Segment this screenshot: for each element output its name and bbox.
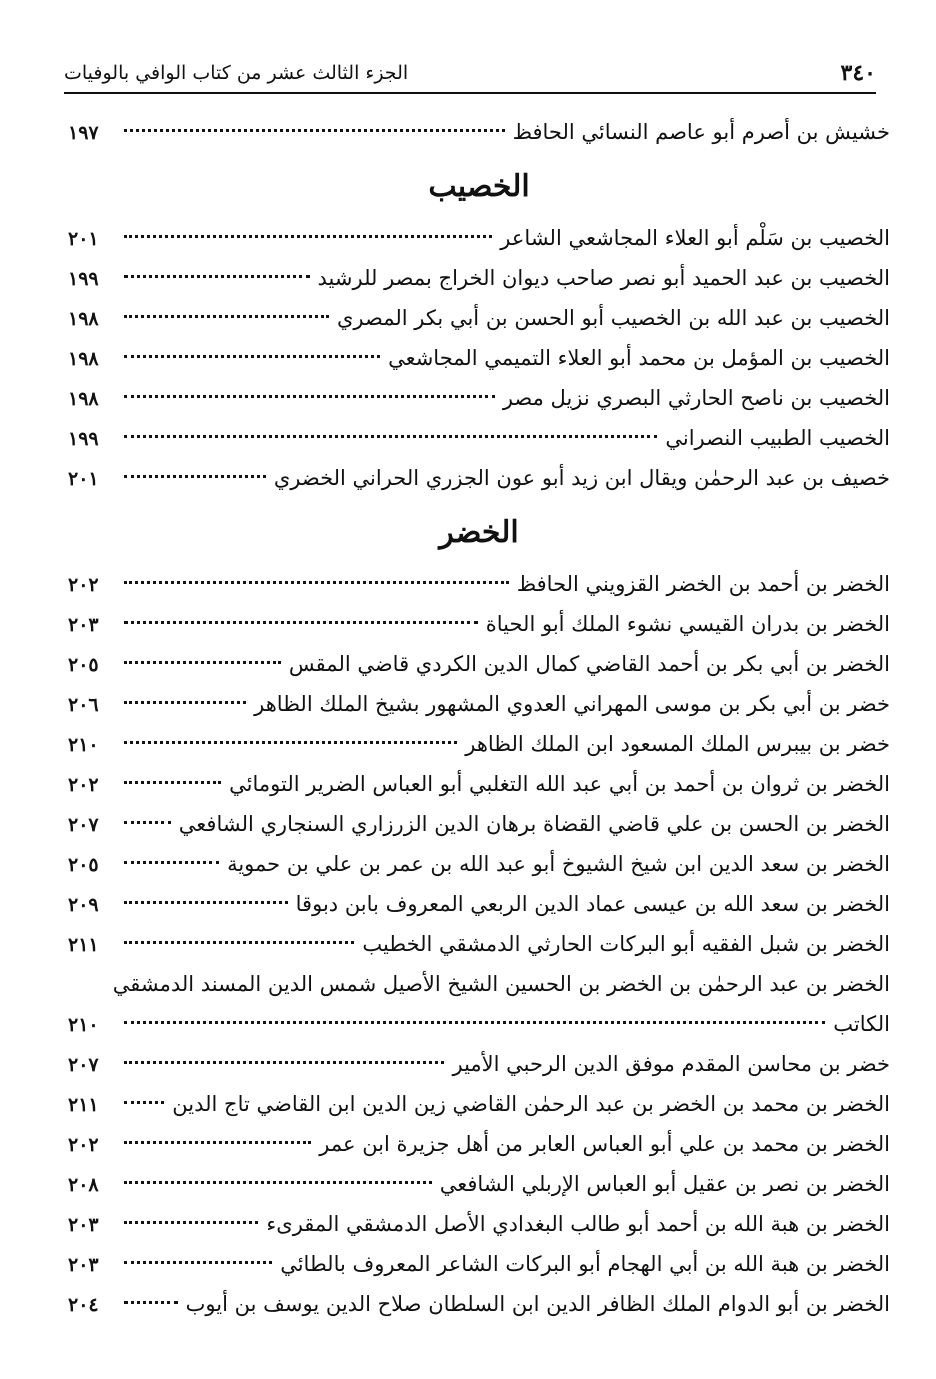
entry-name: خضر بن محاسن المقدم موفق الدين الرحبي الأمير [452,1052,890,1076]
entry-name: الخضر بن شبل الفقيه أبو البركات الحارثي الدمشقي الخطيب [362,932,890,956]
index-entry [68,1284,890,1324]
entry-page: ٢٠١ [68,468,99,490]
entry-name: خشيش بن أصرم أبو عاصم النسائي الحافظ [512,120,890,144]
dot-leader [124,275,310,278]
dot-leader [124,1101,164,1104]
entry-page: ١٩٩ [68,428,99,450]
entry-page: ٢٠٣ [68,614,99,636]
page-number: ٣٤٠ [840,60,876,86]
index-entry [68,924,890,964]
entry-page: ٢١١ [68,934,99,956]
dot-leader [124,781,221,784]
index-entry [68,644,890,684]
index-body [68,112,890,1324]
index-entry [68,1124,890,1164]
dot-leader [124,1021,825,1024]
section-heading: الخضر [439,515,519,550]
entry-page: ٢٠١ [68,228,99,250]
entry-name: الخضر بن بدران القيسي نشوء الملك أبو الحياة [485,612,890,636]
entry-name: خصيف بن عبد الرحمٰن ويقال ابن زيد أبو عون الجزري الحراني الخضري [273,466,890,490]
index-entry [68,458,890,498]
entry-name-line1: الخضر بن عبد الرحمٰن بن الخضر بن الحسين الشيخ الأصيل شمس الدين المسند الدمشقي [112,972,890,996]
entry-name: الخضر بن أبو الدوام الملك الظافر الدين ابن السلطان صلاح الدين يوسف بن أيوب [185,1292,890,1316]
dot-leader [124,435,657,438]
index-entry [68,378,890,418]
index-entry [68,604,890,644]
entry-page: ٢٠٧ [68,814,99,836]
index-entry [68,418,890,458]
entry-page: ١٩٧ [68,122,99,144]
dot-leader [124,1261,272,1264]
index-entry [68,258,890,298]
dot-leader [124,315,329,318]
index-entry [68,1244,890,1284]
index-entry [68,1084,890,1124]
entry-page: ٢٠٢ [68,774,99,796]
book-title: الجزء الثالث عشر من كتاب الوافي بالوفيات [64,62,409,84]
entry-page: ٢٠٨ [68,1174,99,1196]
entry-page: ١٩٨ [68,348,99,370]
entry-name: الخصيب بن سَلْم أبو العلاء المجاشعي الشاعر [500,226,890,250]
entry-page: ٢١٠ [68,734,99,756]
entry-page: ٢٠٧ [68,1054,99,1076]
section-heading: الخصيب [428,169,530,204]
dot-leader [124,741,457,744]
entry-name: الخضر بن سعد الله بن عيسى عماد الدين الربعي المعروف بابن دبوقا [295,892,890,916]
index-entry [68,724,890,764]
dot-leader [124,661,281,664]
index-entry [68,1164,890,1204]
dot-leader [124,355,380,358]
index-entry [68,764,890,804]
entry-name: خضر بن أبي بكر بن موسى المهراني العدوي المشهور بشيخ الملك الظاهر [254,692,890,716]
dot-leader [124,129,505,132]
dot-leader [124,1061,444,1064]
entry-page: ٢٠٣ [68,1214,99,1236]
index-entry [68,298,890,338]
entry-page: ٢٠٦ [68,694,99,716]
dot-leader [124,1301,178,1304]
dot-leader [124,475,266,478]
entry-name: الخضر بن محمد بن الخضر بن عبد الرحمٰن القاضي زين الدين ابن القاضي تاج الدين [172,1092,890,1116]
entry-name: الخضر بن الحسن بن علي قاضي القضاة برهان الدين الزرزاري السنجاري الشافعي [178,812,890,836]
index-entry [68,884,890,924]
dot-leader [124,581,509,584]
entry-name: الخصيب بن عبد الله بن الخصيب أبو الحسن بن أبي بكر المصري [336,306,890,330]
index-entry [68,1044,890,1084]
entry-page: ١٩٨ [68,308,99,330]
entry-name: الخصيب الطبيب النصراني [665,426,890,450]
index-entry [68,564,890,604]
entry-page: ١٩٨ [68,388,99,410]
entry-name: الخصيب بن ناصح الحارثي البصري نزيل مصر [502,386,890,410]
dot-leader [124,941,354,944]
entry-page: ٢١١ [68,1094,99,1116]
entry-name: الخصيب بن عبد الحميد أبو نصر صاحب ديوان الخراج بمصر للرشيد [317,266,890,290]
dot-leader [124,701,246,704]
running-header [64,46,876,94]
entry-name: الخضر بن محمد بن علي أبو العباس العابر من أهل جزيرة ابن عمر [319,1132,890,1156]
index-entry-wrapped [68,964,890,1044]
entry-name: الخضر بن أبي بكر بن أحمد القاضي كمال الدين الكردي قاضي المقس [288,652,890,676]
dot-leader [124,861,219,864]
dot-leader [124,821,171,824]
index-entry [68,1204,890,1244]
dot-leader [124,1221,258,1224]
entry-name-line2: الكاتب [833,1012,890,1036]
index-entry [68,112,890,152]
entry-name: الخصيب بن المؤمل بن محمد أبو العلاء التميمي المجاشعي [388,346,890,370]
entry-name: خضر بن بيبرس الملك المسعود ابن الملك الظاهر [465,732,890,756]
index-entry [68,338,890,378]
dot-leader [124,1141,311,1144]
entry-name: الخضر بن سعد الدين ابن شيخ الشيوخ أبو عبد الله بن عمر بن علي بن حموية [227,852,890,876]
entry-name: الخضر بن هبة الله بن أبي الهجام أبو البركات الشاعر المعروف بالطائي [280,1252,890,1276]
entry-page: ٢٠٢ [68,1134,99,1156]
dot-leader [124,395,495,398]
entry-name: الخضر بن أحمد بن الخضر القزويني الحافظ [516,572,890,596]
entry-page: ٢١٠ [68,1014,99,1036]
entry-page: ٢٠٥ [68,654,99,676]
entry-page: ٢٠٩ [68,894,99,916]
dot-leader [124,235,492,238]
entry-page: ٢٠٢ [68,574,99,596]
index-entry [68,804,890,844]
index-entry [68,844,890,884]
entry-page: ٢٠٥ [68,854,99,876]
dot-leader [124,1181,432,1184]
entry-continuation [68,1004,890,1044]
dot-leader [124,901,288,904]
dot-leader [124,621,478,624]
entry-name: الخضر بن هبة الله بن أحمد أبو طالب البغدادي الأصل الدمشقي المقرىء [266,1212,890,1236]
entry-name: الخضر بن نصر بن عقيل أبو العباس الإربلي الشافعي [439,1172,890,1196]
entry-name: الخضر بن ثروان بن أحمد بن أبي عبد الله التغلبي أبو العباس الضرير التومائي [229,772,890,796]
entry-page: ٢٠٣ [68,1254,99,1276]
entry-page: ٢٠٤ [68,1294,99,1316]
index-entry [68,684,890,724]
index-entry [68,218,890,258]
entry-page: ١٩٩ [68,268,99,290]
